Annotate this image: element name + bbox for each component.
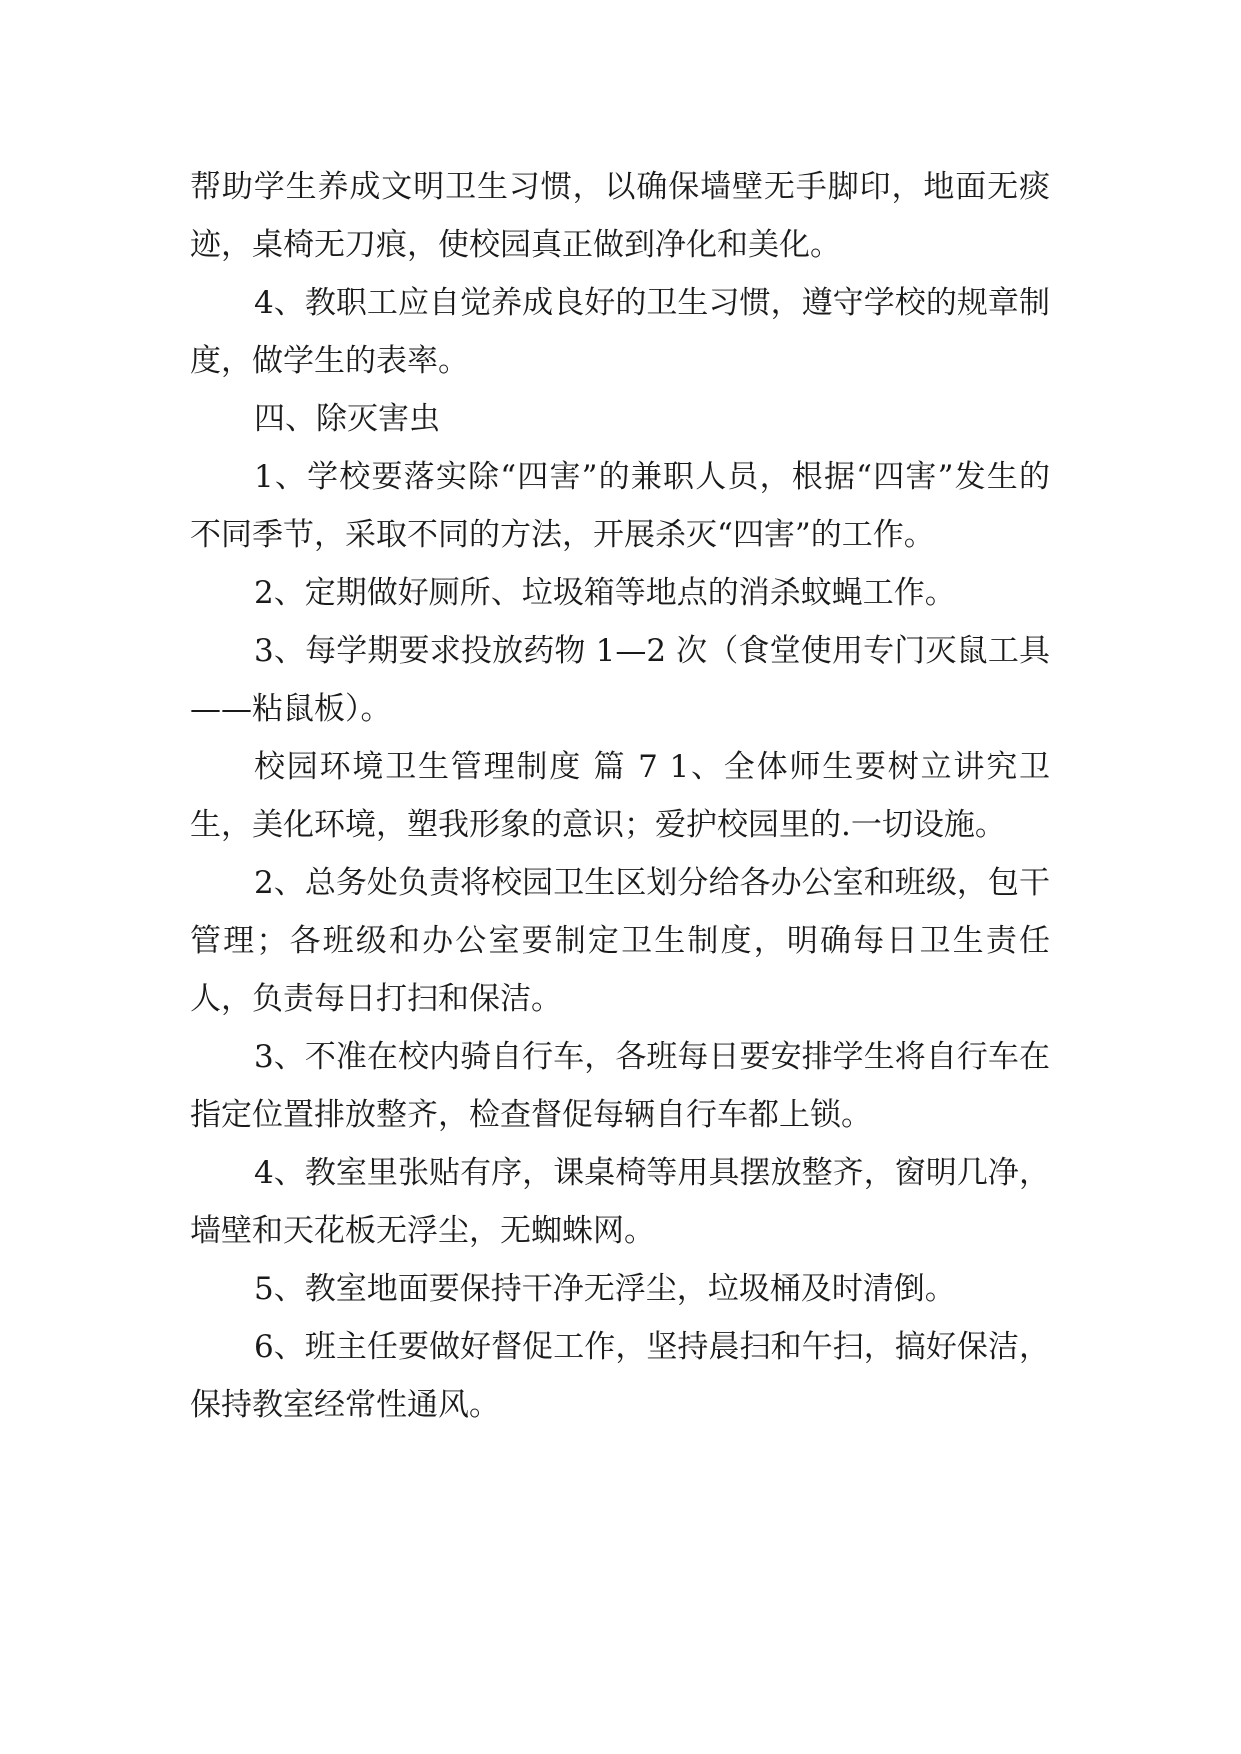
document-body [190, 158, 1050, 1434]
paragraph-item-1-four-pests: 1、学校要落实除“四害”的兼职人员，根据“四害”发生的不同季节，采取不同的方法，开展杀灭“四害”的工作。 [190, 459, 1050, 553]
paragraph-item-2-cleaning-zones: 2、总务处负责将校园卫生区划分给各办公室和班级，包干管理；各班级和办公室要制定卫生制度，明确每日卫生责任人，负责每日打扫和保洁。 [190, 865, 1050, 1017]
paragraph-item-3-rodenticide: 3、每学期要求投放药物 1—2 次（食堂使用专门灭鼠工具——粘鼠板）。 [190, 633, 1050, 727]
section-heading-pest-control: 四、除灭害虫 [254, 401, 440, 437]
paragraph-item-4-classroom-order: 4、教室里张贴有序，课桌椅等用具摆放整齐，窗明几净，墙壁和天花板无浮尘，无蜘蛛网。 [190, 1155, 1050, 1249]
paragraph-continuation: 帮助学生养成文明卫生习惯，以确保墙壁无手脚印，地面无痰迹，桌椅无刀痕，使校园真正做到净化和美化。 [190, 169, 1050, 263]
paragraph-item-6-supervision: 6、班主任要做好督促工作，坚持晨扫和午扫，搞好保洁，保持教室经常性通风。 [190, 1329, 1050, 1423]
paragraph-article-7-item-1: 校园环境卫生管理制度 篇 7 1、全体师生要树立讲究卫生，美化环境，塑我形象的意识；爱护校园里的.一切设施。 [190, 749, 1050, 843]
paragraph-item-5-floor-clean: 5、教室地面要保持干净无浮尘，垃圾桶及时清倒。 [254, 1271, 956, 1307]
paragraph-item-3-bicycles: 3、不准在校内骑自行车，各班每日要安排学生将自行车在指定位置排放整齐，检查督促每辆自行车都上锁。 [190, 1039, 1050, 1133]
paragraph-item-4-staff-habits: 4、教职工应自觉养成良好的卫生习惯，遵守学校的规章制度，做学生的表率。 [190, 285, 1050, 379]
paragraph-item-2-disinfection: 2、定期做好厕所、垃圾箱等地点的消杀蚊蝇工作。 [254, 575, 956, 611]
